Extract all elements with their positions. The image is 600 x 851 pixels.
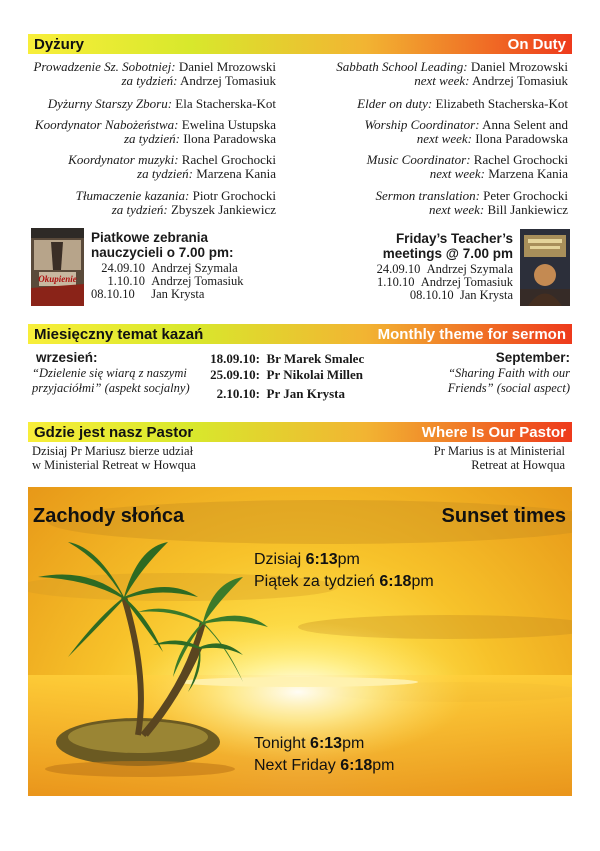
duty-row-pl: za tydzień: Andrzej Tomasiuk xyxy=(121,73,276,88)
pastor-text-en: Pr Marius is at Ministerial Retreat at Howqua xyxy=(433,444,565,472)
sermon-row: 18.09.10: Br Marek Smalec xyxy=(210,351,365,366)
book-cover-left-title: Okupienie xyxy=(38,274,77,284)
theme-title-en: Monthly theme for sermon xyxy=(377,325,566,343)
duty-row-pl: Koordynator muzyki: Rachel Grochocki xyxy=(68,152,276,167)
meeting-entry-en: 24.09.10 Andrzej Szymala xyxy=(376,262,513,276)
duty-row-pl: Koordynator Nabożeństwa: Ewelina Ustupska xyxy=(34,117,276,132)
pastor-text-pl: Dzisiaj Pr Mariusz bierze udział w Ministerial Retreat w Howqua xyxy=(32,444,196,472)
duty-row-en: next week: Marzena Kania xyxy=(429,166,568,181)
meeting-entry-pl: 08.10.10 Jan Krysta xyxy=(91,287,205,301)
sermon-row: 25.09.10: Pr Nikolai Millen xyxy=(210,367,364,382)
theme-quote-en: “Sharing Faith with our Friends” (social aspect) xyxy=(447,366,570,395)
duty-row-en: next week: Andrzej Tomasiuk xyxy=(414,73,568,88)
meeting-entry-pl: 24.09.10 Andrzej Szymala xyxy=(101,261,238,275)
sunset-title-en: Sunset times xyxy=(441,505,566,527)
duty-row-en: Sabbath School Leading: Daniel Mrozowski xyxy=(336,59,568,74)
theme-quote-pl: “Dzielenie się wiarą z naszymi przyjaciółmi” (aspekt socjalny) xyxy=(32,366,190,395)
duty-row-en: Music Coordinator: Rachel Grochocki xyxy=(366,152,568,167)
duty-row-en: Sermon translation: Peter Grochocki xyxy=(375,188,568,203)
duty-row-en: Worship Coordinator: Anna Selent and xyxy=(364,117,568,132)
duty-row-pl: Prowadzenie Sz. Sobotniej: Daniel Mrozowski xyxy=(33,59,276,74)
book-cover-right-image xyxy=(520,229,570,306)
duty-row-pl: Tłumaczenie kazania: Piotr Grochocki xyxy=(75,188,276,203)
duty-row-pl: za tydzień: Marzena Kania xyxy=(137,166,276,181)
sunset-next-en: Next Friday 6:18pm xyxy=(254,757,395,774)
pastor-title-pl: Gdzie jest nasz Pastor xyxy=(34,423,194,441)
sermon-row: 2.10.10: Pr Jan Krysta xyxy=(216,386,345,401)
meeting-entry-en: 08.10.10 Jan Krysta xyxy=(409,288,513,302)
theme-title-pl: Miesięczny temat kazań xyxy=(34,325,204,343)
duty-title-pl: Dyżury xyxy=(34,35,85,53)
meeting-title-pl: Piatkowe zebrania nauczycieli o 7.00 pm: xyxy=(91,230,234,260)
meeting-entry-pl: 1.10.10 Andrzej Tomasiuk xyxy=(107,274,244,288)
theme-header-band xyxy=(28,324,572,344)
sunset-title-pl: Zachody słońca xyxy=(33,505,185,527)
pastor-title-en: Where Is Our Pastor xyxy=(421,423,566,441)
pastor-header-band xyxy=(28,422,572,442)
duty-row-en: next week: Bill Jankiewicz xyxy=(429,202,568,217)
duty-header-band xyxy=(28,34,572,54)
theme-month-pl: wrzesień: xyxy=(36,350,98,365)
duty-row-pl: za tydzień: Ilona Paradowska xyxy=(124,131,276,146)
duty-row-en: next week: Ilona Paradowska xyxy=(416,131,568,146)
theme-month-en: September: xyxy=(495,350,570,365)
sunset-next-pl: Piątek za tydzień 6:18pm xyxy=(254,573,434,590)
duty-title-en: On Duty xyxy=(507,35,566,53)
book-cover-okupienie-image xyxy=(31,228,84,306)
sunset-today-pl: Dzisiaj 6:13pm xyxy=(254,551,360,568)
sunset-panel xyxy=(28,487,572,796)
sunset-today-en: Tonight 6:13pm xyxy=(254,735,365,752)
duty-row-en: Elder on duty: Elizabeth Stacherska-Kot xyxy=(357,96,568,111)
meeting-entry-en: 1.10.10 Andrzej Tomasiuk xyxy=(376,275,513,289)
duty-row-pl: Dyżurny Starszy Zboru: Ela Stacherska-Kot xyxy=(47,96,276,111)
duty-row-pl: za tydzień: Zbyszek Jankiewicz xyxy=(111,202,276,217)
meeting-title-en: Friday’s Teacher’s meetings @ 7.00 pm xyxy=(382,231,513,261)
